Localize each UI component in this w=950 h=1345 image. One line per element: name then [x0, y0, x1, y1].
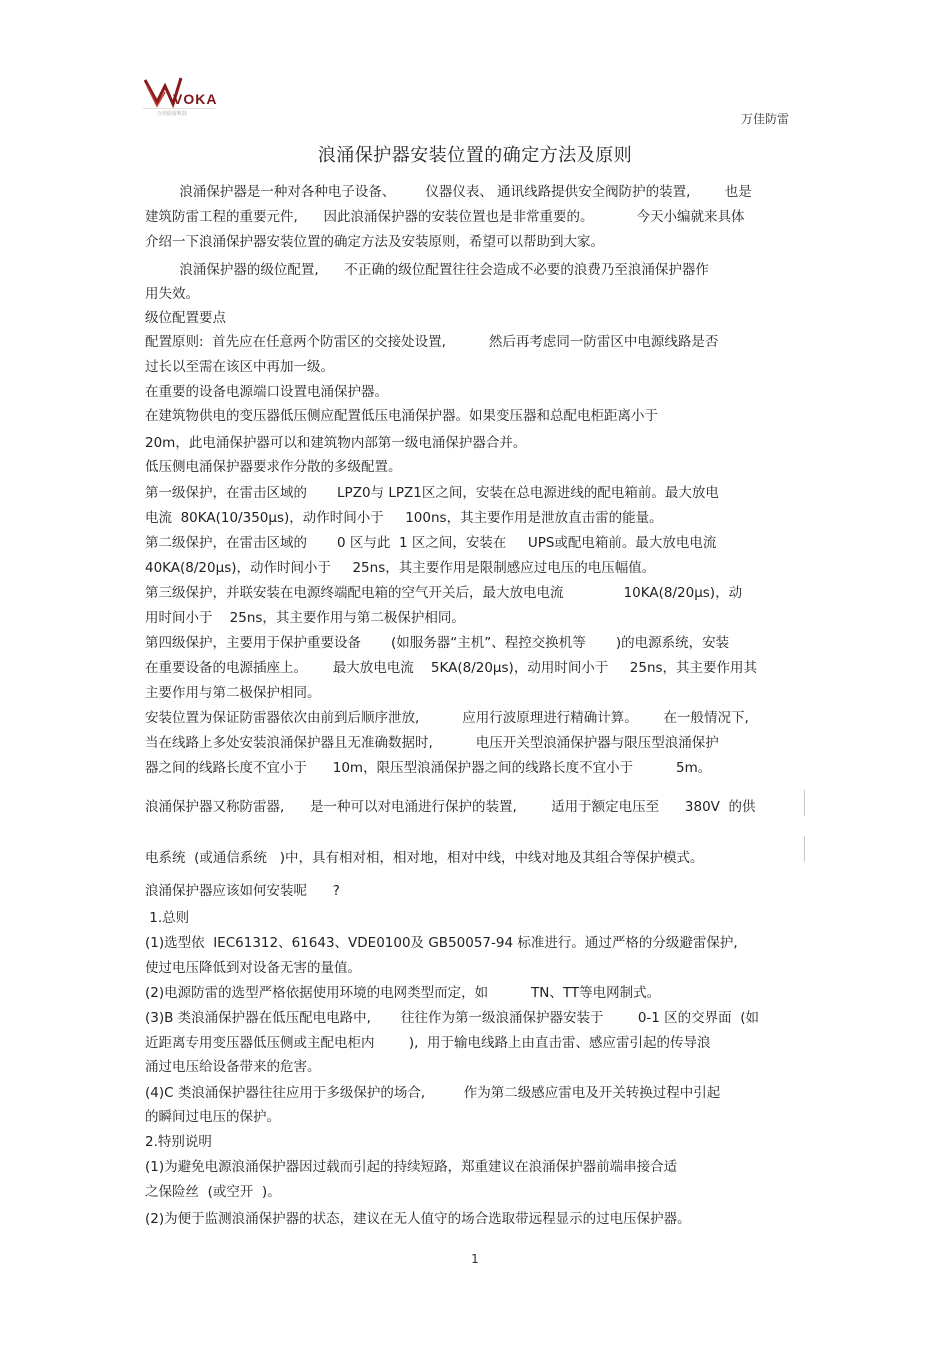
text-line: 安装位置为保证防雷器依次由前到后顺序泄放, 应用行波原理进行精确计算。 在一般情况下,	[145, 710, 749, 726]
text-line: 主要作用与第二极保护相同。	[145, 685, 321, 701]
text-line: 浪涌保护器应该如何安装呢 ?	[145, 883, 340, 899]
text-line: (1)选型依 IEC61312、61643、VDE0100及 GB50057-94 标准进行。通过严格的分级避雷保护,	[145, 935, 738, 951]
page-number: 1	[471, 1252, 479, 1266]
text-line: 涌过电压给设备带来的危害。	[145, 1059, 321, 1075]
text-line: 第二级保护，在雷击区域的 0 区与此 1 区之间，安装在 UPS或配电箱前。最大放电电流	[145, 535, 717, 551]
text-line: 电流 80KA(10/350μs)，动作时间小于 100ns，其主要作用是泄放直击雷的能量。	[145, 510, 663, 526]
logo-subtext: 万佳防雷科技	[157, 111, 188, 117]
text-line: 配置原则: 首先应在任意两个防雷区的交接处设置, 然后再考虑同一防雷区中电源线路是否	[145, 334, 719, 350]
text-line: 20m，此电涌保护器可以和建筑物内部第一级电涌保护器合并。	[145, 435, 527, 451]
text-line: 电系统 (或通信系统 )中，具有相对相，相对地，相对中线，中线对地及其组合等保护模式。	[145, 850, 704, 866]
text-line: 级位配置要点	[145, 310, 226, 326]
text-line: 在重要的设备电源端口设置电涌保护器。	[145, 384, 388, 400]
text-line: 2.特别说明	[145, 1134, 212, 1150]
text-line: 建筑防雷工程的重要元件, 因此浪涌保护器的安装位置也是非常重要的。 今天小编就来具体	[145, 209, 745, 225]
text-line: 的瞬间过电压的保护。	[145, 1109, 280, 1125]
text-line: 在建筑物供电的变压器低压侧应配置低压电涌保护器。如果变压器和总配电柜距离小于	[145, 408, 658, 424]
company-logo	[143, 72, 218, 122]
text-line: 浪涌保护器又称防雷器, 是一种可以对电涌进行保护的装置, 适用于额定电压至 380V 的供	[145, 799, 756, 815]
logo-text: VOKA	[173, 91, 218, 107]
text-line: 介绍一下浪涌保护器安装位置的确定方法及安装原则，希望可以帮助到大家。	[145, 234, 604, 250]
text-line: (3)B 类浪涌保护器在低压配电电路中, 往往作为第一级浪涌保护器安装于 0-1 区的交界面 (如	[145, 1010, 760, 1026]
text-line: 浪涌保护器是一种对各种电子设备、 仪器仪表、 通讯线路提供安全阀防护的装置, 也是	[145, 184, 752, 200]
text-line: 过长以至需在该区中再加一级。	[145, 359, 334, 375]
text-line: 器之间的线路长度不宜小于 10m，限压型浪涌保护器之间的线路长度不宜小于 5m。	[145, 760, 712, 776]
text-line: (2)为便于监测浪涌保护器的状态，建议在无人值守的场合选取带远程显示的过电压保护器。	[145, 1211, 691, 1227]
text-line: (1)为避免电源浪涌保护器因过载而引起的持续短路，郑重建议在浪涌保护器前端串接合适	[145, 1159, 678, 1175]
text-line: 在重要设备的电源插座上。 最大放电电流 5KA(8/20μs)，动用时间小于 25ns，其主要作用其	[145, 660, 758, 676]
text-line: 用失效。	[145, 286, 199, 302]
text-line: 第三级保护，并联安装在电源终端配电箱的空气开关后，最大放电电流 10KA(8/20μs)，动	[145, 585, 743, 601]
text-line: (2)电源防雷的选型严格依据使用环境的电网类型而定，如 TN、TT等电网制式。	[145, 985, 661, 1001]
text-line: 第一级保护，在雷击区域的 LPZ0与 LPZ1区之间，安装在总电源进线的配电箱前。最大放电	[145, 485, 719, 501]
margin-rule-bottom	[804, 836, 805, 862]
text-line: 使过电压降低到对设备无害的量值。	[145, 960, 361, 976]
brand-name: 万佳防雷	[741, 112, 790, 126]
text-line: 用时间小于 25ns，其主要作用与第二极保护相同。	[145, 610, 465, 626]
text-line: 近距离专用变压器低压侧或主配电柜内 ), 用于输电线路上由直击雷、感应雷引起的传导浪	[145, 1035, 711, 1051]
document-title: 浪涌保护器安装位置的确定方法及原则	[317, 145, 633, 166]
text-line: 之保险丝 (或空开 )。	[145, 1184, 281, 1200]
margin-rule-top	[804, 790, 805, 816]
text-line: 当在线路上多处安装浪涌保护器且无准确数据时, 电压开关型浪涌保护器与限压型浪涌保护	[145, 735, 719, 751]
text-line: (4)C 类浪涌保护器往往应用于多级保护的场合, 作为第二级感应雷电及开关转换过程中引起	[145, 1085, 721, 1101]
text-line: 第四级保护，主要用于保护重要设备 (如服务器“主机”、程控交换机等 )的电源系统，安装	[145, 635, 730, 651]
text-line: 1.总则	[145, 910, 190, 926]
text-line: 浪涌保护器的级位配置, 不正确的级位配置往往会造成不必要的浪费乃至浪涌保护器作	[145, 262, 709, 278]
text-line: 40KA(8/20μs)，动作时间小于 25ns，其主要作用是限制感应过电压的电压幅值。	[145, 560, 656, 576]
text-line: 低压侧电涌保护器要求作分散的多级配置。	[145, 459, 402, 475]
